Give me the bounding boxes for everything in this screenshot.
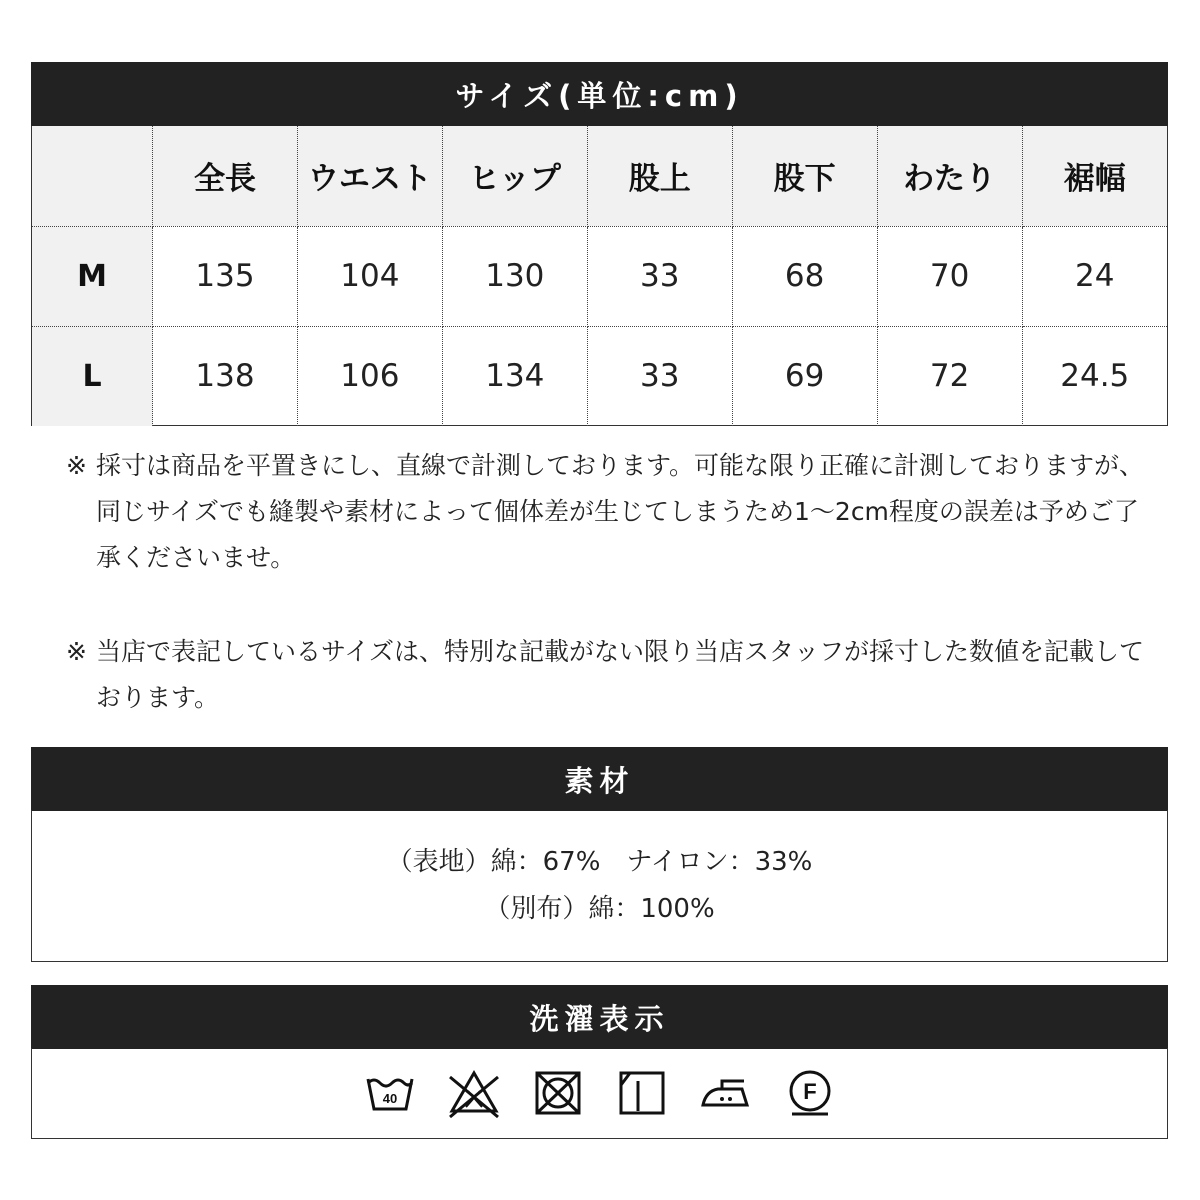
iron-low-icon [700,1067,752,1119]
table-cell: 33 [587,226,732,326]
material-section-header [31,747,1168,811]
dry-clean-letter: F [802,1079,817,1104]
table-cell: 33 [587,326,732,426]
note-mark: ※ [66,637,87,666]
material-line: （表地）綿：67% ナイロン：33% [386,846,813,877]
table-cell: 69 [732,326,877,426]
column-header: ヒップ [442,126,587,226]
measurement-note [66,443,1146,581]
table-cell: 72 [877,326,1022,426]
material-line: （別布）綿：100% [484,893,715,924]
table-cell: 24 [1022,226,1167,326]
line-dry-icon [616,1067,668,1119]
note-text: 当店で表記しているサイズは、特別な記載がない限り当店スタッフが採寸した数値を記載しております。 [96,637,1145,712]
size-section-title: サイズ(単位:cm) [455,78,744,113]
no-bleach-icon [448,1067,500,1119]
row-header: M [32,226,153,326]
size-table-header-row [32,126,1167,226]
column-header: 股下 [732,126,877,226]
size-source-note [66,629,1146,721]
care-section-header [31,985,1168,1049]
table-cell: 68 [732,226,877,326]
material-section-title: 素材 [564,763,635,798]
size-section-header [31,62,1168,126]
column-header: 股上 [587,126,732,226]
size-table [31,126,1168,426]
table-cell: 104 [297,226,442,326]
column-header: 全長 [153,126,298,226]
size-table-corner-cell [32,126,153,226]
material-box [31,810,1168,962]
table-cell: 134 [442,326,587,426]
table-row [32,226,1167,326]
wash-40-icon [364,1067,416,1119]
table-row [32,326,1167,426]
dry-clean-f-icon [784,1067,836,1119]
table-cell: 135 [153,226,298,326]
care-symbols [31,1048,1168,1139]
table-cell: 24.5 [1022,326,1167,426]
wash-temperature-label: 40 [382,1091,397,1106]
no-tumble-dry-icon [532,1067,584,1119]
note-text: 採寸は商品を平置きにし、直線で計測しております。可能な限り正確に計測しておりますが、同じサイズでも縫製や素材によって個体差が生じてしまうため1〜2cm程度の誤差は予めご了承くださいませ。 [96,451,1145,572]
table-cell: 106 [297,326,442,426]
note-mark: ※ [66,451,87,480]
table-cell: 138 [153,326,298,426]
column-header: わたり [877,126,1022,226]
table-cell: 70 [877,226,1022,326]
column-header: ウエスト [297,126,442,226]
care-section-title: 洗濯表示 [529,1001,670,1036]
column-header: 裾幅 [1022,126,1167,226]
table-cell: 130 [442,226,587,326]
row-header: L [32,326,153,426]
